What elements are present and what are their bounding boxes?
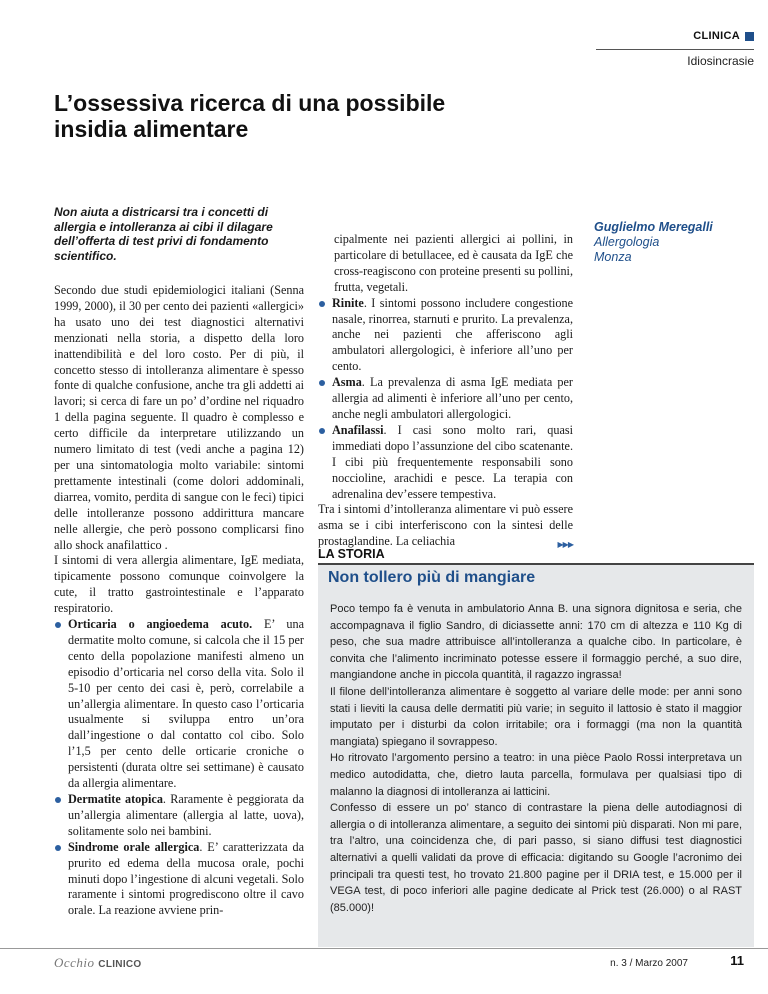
author-name: Guglielmo Meregalli [594,220,713,234]
bullet-term: Orticaria o angioedema acuto. [68,617,253,632]
paragraph: Ho ritrovato l’argomento persino a teatro: in una pièce Paolo Rossi interpretava un medico autodidatta, che, dietro lauta parcella, formulava per qualsiasi tipo di malanno la diagnosi di intolleranza ai latticini. [330,752,742,798]
bullet-item [54,840,304,920]
bullet-term: Sindrome orale allergica [68,839,200,854]
bullet-icon [319,380,325,386]
author-block [594,220,754,265]
box-label: LA STORIA [318,547,385,561]
bullet-icon [55,845,61,851]
article-lead: Non aiuta a districarsi tra i concetti di allergia e intolleranza ai cibi il dilagare dell’offerta di test privi di fondamento scientifico. [54,205,273,263]
continue-arrows-icon: ▶▶▶ [557,540,573,550]
paragraph: Il filone dell’intolleranza alimentare è soggetto al variare delle mode: per anni sono stati i lieviti la causa delle dermatiti più varie; in seguito il lattosio è stato il maggior imputato per i disturbi da colon irritabile; ora i formaggi (ma non la quantità mangiata) spiegano il sovrappeso. [330,685,742,748]
bullet-icon [55,797,61,803]
bullet-term: Asma [332,375,362,390]
column-2 [318,232,573,553]
bullet-item [54,792,304,840]
page-number: 11 [730,953,744,968]
box-body [330,601,742,916]
bullet-text: E’ una dermatite molto comune, si calcola che il 15 per cento della popolazione manifesti almeno un episodio d’orticaria nel corso della vita. Solo il 5-10 per cento dei casi è, però, correlabile a un’allergia alimentare. In questo caso l’orticaria usualmente si sviluppa entro un’ora dall’ingestione o dal contatto col cibo. Solo l’1,5 per cento delle orticarie croniche o persistenti (durata oltre sei settimane) è causato da allergia alimentare. [68,617,305,791]
brand-caps: CLINICO [98,959,142,970]
paragraph: Poco tempo fa è venuta in ambulatorio Anna B. una signora dignitosa e seria, che accompagnava il figlio Sandro, di diciassette anni: 170 cm di altezza e 110 Kg di peso, che sua madre attribuisce all’intolleranza a qualche cibo. In particolare, è convita che l’alimento incriminato potesse essere il formaggio perché, a suo dire, mangiandone anche in piccola quantità, il ragazzo ingrassa! [330,603,742,682]
bullet-item [54,617,304,792]
bullet-item [318,423,573,503]
header-rule [596,49,754,50]
bullet-term: Anafilassi [332,422,384,437]
bullet-icon [55,622,61,628]
paragraph: Secondo due studi epidemiologici italiani (Senna 1999, 2000), il 30 per cento dei pazienti «allergici» ha usato uno dei test diagnostici alternativi menzionati nella storia, a dispetto della loro inattendibilità e del loro costo. Per di più, il concetto stesso di intolleranza alimentare è spesso fonte di qualche confusione, anche tra gli addetti ai lavori; si cerca di fare un po’ d’ordine nel riquadro 1 della pagina seguente. Il quadro è complesso e certo difficile da interpretare utilizzando un numero limitato di test (vedi anche a pagina 12) per una sintomatologia molto variabile: sintomi prettamente intestinali (come dolori addominali, diarrea, vomito, perdita di sangue con le feci) tipici delle intolleranze possono addirittura mancare nelle allergie, che però possono complicarsi fino allo shock anafilattico . [54,283,304,552]
paragraph-text: Tra i sintomi d’intolleranza alimentare vi può essere asma se i cibi interferiscono con la sintesi delle prostaglandine. La celiachia [318,502,573,549]
brand-italic: Occhio [54,955,95,970]
column-1 [54,283,304,919]
box-title: Non tollero più di mangiare [328,569,536,586]
bullet-term: Dermatite atopica [68,792,163,806]
paragraph [318,502,573,550]
magazine-brand [54,955,142,971]
bullet-icon [319,301,325,307]
bullet-item [318,375,573,423]
paragraph: I sintomi di vera allergia alimentare, IgE mediata, tipicamente possono comunque coinvolgere la cute, il tratto gastrointestinale e l’apparato respiratorio. [54,553,304,616]
section-marker-icon [745,32,754,41]
bullet-text: . I casi sono molto rari, quasi immediati dopo l’assunzione del cibo scatenante. I cibi più frequentemente responsabili sono noccioline, arachidi e pesce. La terapia con adrenalina dev’essere tempestiva. [332,422,573,501]
bullet-text: . La prevalenza di asma IgE mediata per allergia ad alimenti è inferiore all’uno per cento, anche negli ambulatori allergologici. [332,375,573,421]
author-specialty: Allergologia [594,235,660,249]
story-box [318,563,754,947]
footer-rule [0,948,768,949]
article-title: L’ossessiva ricerca di una possibile insidia alimentare [54,90,446,142]
subsection-label: Idiosincrasie [687,54,754,68]
bullet-text: . E’ caratterizzata da prurito ed edema della mucosa orale, pochi minuti dopo l’ingestione di alcuni vegetali. Solo raramente i sintomi progrediscono oltre il cavo orale. La reazione avviene prin- [68,839,304,918]
author-city: Monza [594,250,632,264]
bullet-text: . I sintomi possono includere congestione nasale, rinorrea, starnuti e prurito. La prevalenza, anche nei pazienti che afferiscono agli ambulatori allergologici, è inferiore all’uno per cento. [332,295,573,374]
section-label: CLINICA [693,30,740,42]
paragraph: Confesso di essere un po’ stanco di contrastare la piena delle autodiagnosi di allergia o di intolleranza alimentare, a seguito dei sintomi più disparati. Non mi pare, tra l’altro, una coincidenza che, di pari passo, si siano diffusi test diagnostici alternativi a quelli validati da prove di efficacia: digitando su Google l’acronimo dei principali tra questi test, ho trovato 21.800 pagine per il DRIA test, e 15.000 per il VEGA test, di poco inferiori alle pagine dedicate al Prick test (26.000) o al RAST (85.000)! [330,802,742,914]
bullet-icon [319,428,325,434]
paragraph: cipalmente nei pazienti allergici ai pollini, in particolare di betullacee, ed è causata da IgE che cross-reagiscono con proteine presenti su pollini, frutta, vegetali. [334,232,573,294]
bullet-item [318,296,573,376]
bullet-term: Rinite [332,295,364,310]
bullet-text: . Raramente è peggiorata da un’allergia alimentare (allergia al latte, uova), solitamente solo nei bambini. [68,792,304,838]
issue-info: n. 3 / Marzo 2007 [610,958,688,969]
